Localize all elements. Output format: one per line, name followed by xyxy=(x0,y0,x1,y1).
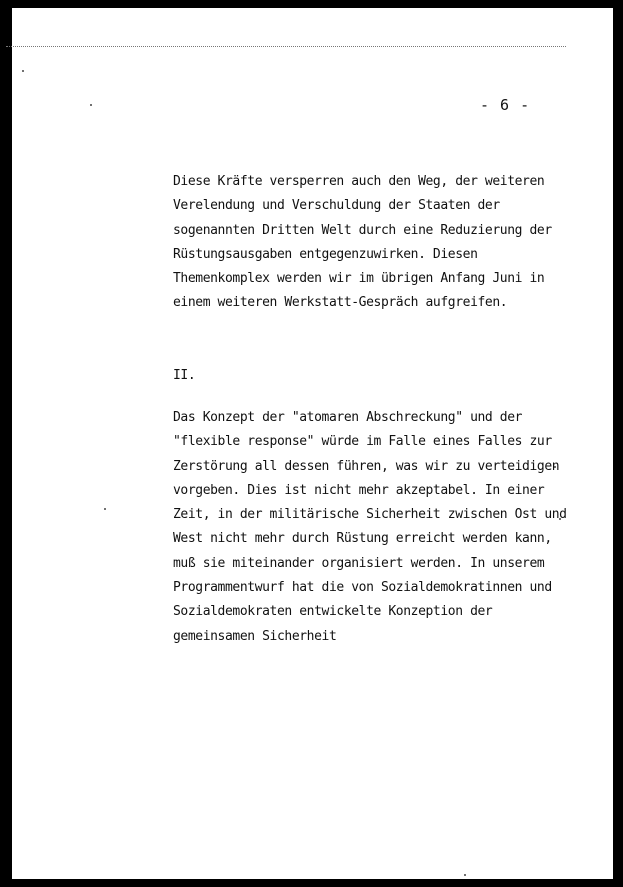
scan-border xyxy=(6,8,12,879)
scan-speck xyxy=(104,508,106,510)
text-line: gemeinsamen Sicherheit xyxy=(173,628,337,644)
text-line: Zerstörung all dessen führen, was wir zu verteidigen xyxy=(173,458,560,474)
text-line: Diese Kräfte versperren auch den Weg, der weiteren xyxy=(173,174,545,189)
text-line: West nicht mehr durch Rüstung erreicht werden kann, xyxy=(173,531,552,547)
text-line: Themenkomplex werden wir im übrigen Anfang Juni in xyxy=(173,271,545,287)
page-number: - 6 - xyxy=(480,96,531,114)
section-heading-text: II. xyxy=(173,368,196,383)
text-line: Sozialdemokraten entwickelte Konzeption der xyxy=(173,604,493,620)
text-line: muß sie miteinander organisiert werden. In unserem xyxy=(173,555,545,571)
scan-artifact-line xyxy=(6,46,566,47)
text-line: Rüstungsausgaben entgegenzuwirken. Diesen xyxy=(173,246,478,262)
section-heading xyxy=(173,364,195,388)
text-line: sogenannten Dritten Welt durch eine Reduzierung der xyxy=(173,222,552,238)
document-page xyxy=(6,8,613,879)
text-line: Das Konzept der "atomaren Abschreckung" und der xyxy=(173,410,523,425)
text-line: Verelendung und Verschuldung der Staaten der xyxy=(173,198,500,214)
text-line: "flexible response" würde im Falle eines Falles zur xyxy=(173,434,552,450)
scan-speck xyxy=(22,70,24,72)
text-line: einem weiteren Werkstatt-Gespräch aufgreifen. xyxy=(173,295,508,311)
scan-speck xyxy=(90,104,92,106)
text-line: Programmentwurf hat die von Sozialdemokratinnen und xyxy=(173,580,552,596)
paragraph-2 xyxy=(173,406,567,649)
text-line: vorgeben. Dies ist nicht mehr akzeptabel. In einer xyxy=(173,482,545,498)
paragraph-1 xyxy=(173,170,552,316)
text-line: Zeit, in der militärische Sicherheit zwischen Ost und xyxy=(173,507,567,523)
scan-speck xyxy=(464,874,466,876)
